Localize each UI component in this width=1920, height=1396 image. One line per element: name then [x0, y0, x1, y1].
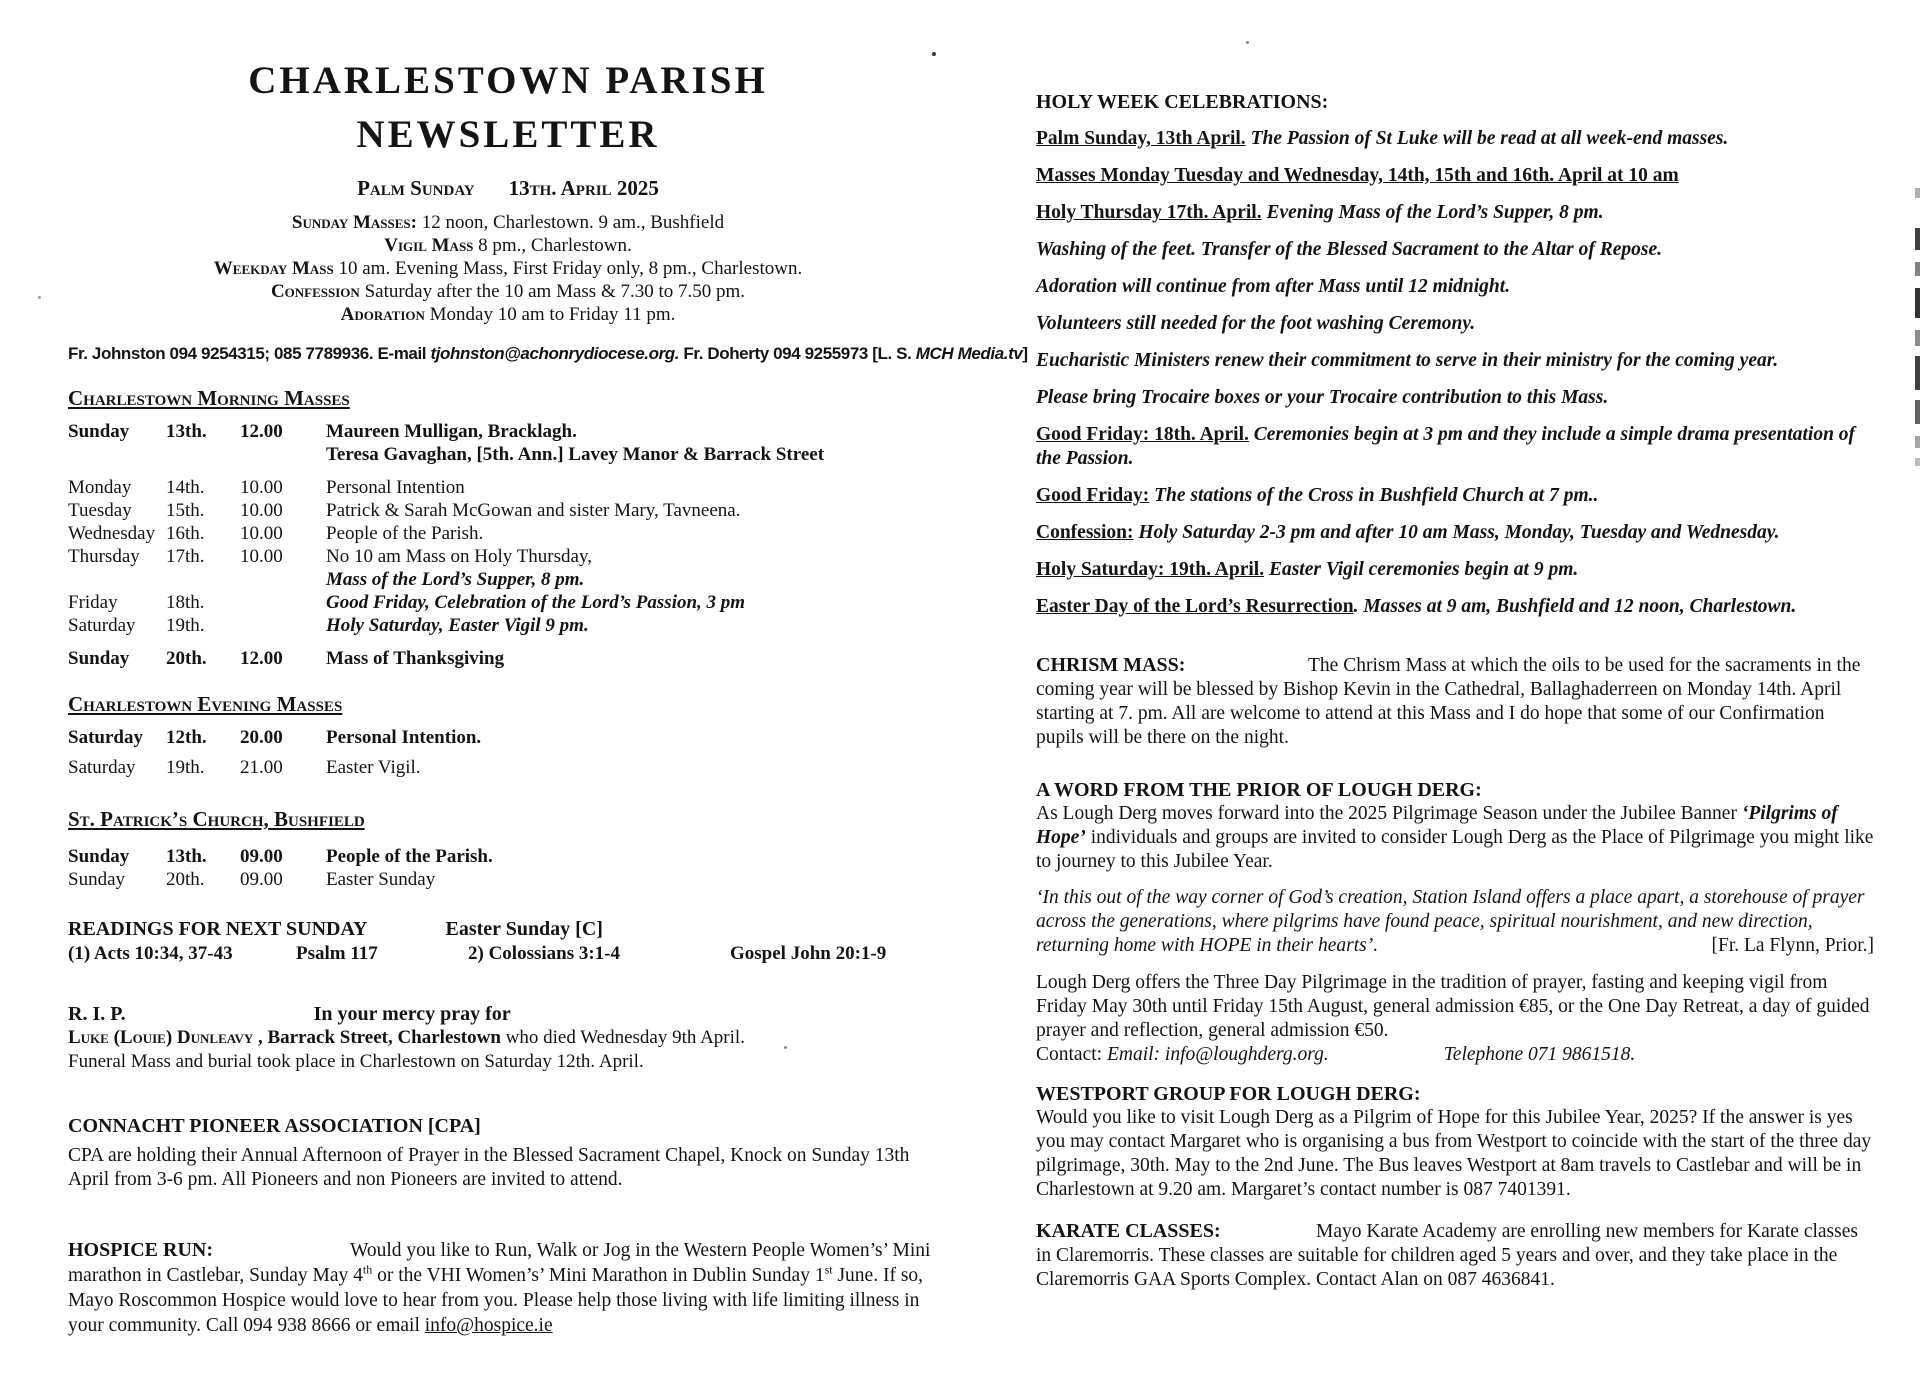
mass-date	[166, 443, 240, 466]
mass-time-label: Adoration	[340, 304, 425, 325]
karate-heading: KARATE CLASSES:	[1036, 1220, 1221, 1242]
mass-time-text: 12 noon, Charlestown. 9 am., Bushfield	[416, 212, 725, 233]
mass-date: 13th.	[166, 421, 207, 442]
rip-lead: In your mercy pray for	[313, 1003, 511, 1025]
scan-edge-mark	[1915, 330, 1920, 346]
mass-time: 09.00	[240, 846, 283, 867]
item-rest: Ceremonies begin at 3 pm and they include a simple drama presentation of the Passion.	[1036, 424, 1856, 469]
prior-lough-derg-section	[1036, 778, 1874, 1067]
scan-edge-mark	[1915, 356, 1920, 390]
rip-section	[68, 1002, 948, 1074]
item-lead: Masses Monday Tuesday and Wednesday, 14th, 15th and 16th. April at 10 am	[1036, 165, 1679, 186]
prior-quote: ‘In this out of the way corner of God’s creation, Station Island offers a place apart, a storehouse of prayer across the generations, where pilgrims have found peace, spiritual nourishment, and new direction, returning home with HOPE in their hearts’. [Fr. La Flynn, Prior.]	[1036, 887, 1874, 956]
hospice-section	[68, 1238, 948, 1338]
mass-date: 20th.	[166, 869, 205, 890]
rip-heading-row	[68, 1002, 948, 1026]
readings-heading-row	[68, 917, 948, 941]
mass-intention: Easter Vigil.	[326, 757, 421, 778]
mass-intention: Patrick & Sarah McGowan and sister Mary, Tavneena.	[326, 500, 741, 521]
mass-row	[68, 545, 948, 568]
mass-time: 21.00	[240, 757, 283, 778]
item-lead: Palm Sunday, 13th April.	[1036, 128, 1246, 149]
mass-day: Sunday	[68, 869, 125, 890]
mass-row	[68, 568, 948, 591]
reading-item: Gospel John 20:1-9	[730, 943, 887, 964]
westport-section	[1036, 1082, 1874, 1202]
mass-intention: Teresa Gavaghan, [5th. Ann.] Lavey Manor & Barrack Street	[326, 444, 825, 465]
holy-week-item	[1036, 349, 1874, 373]
scan-edge-mark	[1915, 400, 1920, 424]
westport-heading: WESTPORT GROUP FOR LOUGH DERG:	[1036, 1083, 1421, 1105]
mass-day: Saturday	[68, 615, 136, 636]
item-rest: Eucharistic Ministers renew their commitment to serve in their ministry for the coming year.	[1036, 350, 1779, 371]
mass-date: 19th.	[166, 757, 205, 778]
section-heading-evening-masses: Charlestown Evening Masses	[68, 692, 343, 716]
prior-heading: A WORD FROM THE PRIOR OF LOUGH DERG:	[1036, 779, 1482, 801]
page-title-line1: CHARLESTOWN PARISH	[248, 59, 768, 102]
mass-time-label: Sunday Masses:	[291, 212, 417, 233]
mass-time-label: Weekday Mass	[213, 258, 334, 279]
mass-row	[68, 845, 948, 868]
mass-day: Monday	[68, 477, 132, 498]
mass-time: 12.00	[240, 421, 283, 442]
karate-body: Mayo Karate Academy are enrolling new members for Karate classes in Claremorris. These classes are suitable for children aged 5 years and over, and they take place in the Claremorris GAA Sports Complex. Contact Alan on 087 4636841.	[1036, 1221, 1858, 1290]
chrism-mass-section	[1036, 653, 1874, 750]
mass-time: 10.00	[240, 523, 283, 544]
scan-edge-mark	[1915, 458, 1920, 466]
mass-date: 18th.	[166, 592, 205, 613]
item-lead: Confession:	[1036, 522, 1134, 543]
item-rest: Easter Vigil ceremonies begin at 9 pm.	[1264, 559, 1579, 580]
mass-row	[68, 726, 948, 749]
mass-row	[68, 647, 948, 670]
holy-week-item	[1036, 238, 1874, 262]
mass-time-line	[68, 211, 948, 234]
mass-time-text: 8 pm., Charlestown.	[473, 235, 632, 256]
karate-section	[1036, 1219, 1874, 1292]
mass-row	[68, 443, 948, 466]
mass-intention: People of the Parish.	[326, 523, 484, 544]
mass-intention: Personal Intention.	[326, 727, 482, 748]
hospice-heading: HOSPICE RUN:	[68, 1239, 214, 1261]
item-lead: Good Friday: 18th. April.	[1036, 424, 1249, 445]
mass-row	[68, 614, 948, 637]
mass-row	[68, 868, 948, 891]
mass-row	[68, 756, 948, 779]
section-heading-bushfield: St. Patrick’s Church, Bushfield	[68, 807, 365, 831]
mass-intention: No 10 am Mass on Holy Thursday,	[326, 546, 592, 567]
reading-item: (1) Acts 10:34, 37-43	[68, 943, 233, 964]
mass-day: Saturday	[68, 727, 143, 748]
mass-time	[240, 614, 326, 637]
mass-date: 16th.	[166, 523, 205, 544]
chrism-heading: CHRISM MASS:	[1036, 654, 1186, 676]
mass-time-text: Monday 10 am to Friday 11 pm.	[424, 304, 676, 325]
holy-week-item	[1036, 275, 1874, 299]
mass-time-text: Saturday after the 10 am Mass & 7.30 to 7.50 pm.	[359, 281, 746, 302]
chrism-body: The Chrism Mass at which the oils to be used for the sacraments in the coming year will be blessed by Bishop Kevin in the Cathedral, Ballaghaderreen on Monday 14th. April starting at 7. pm. All are welcome to attend at this Mass and I do hope that some of our Confirmation pupils will be there on the night.	[1036, 655, 1861, 748]
mass-intention: Mass of the Lord’s Supper, 8 pm.	[326, 569, 585, 590]
mass-time: 10.00	[240, 500, 283, 521]
mass-time: 12.00	[240, 648, 283, 669]
item-rest: Washing of the feet. Transfer of the Blessed Sacrament to the Altar of Repose.	[1036, 239, 1662, 260]
scan-speck	[784, 1046, 787, 1049]
holy-week-item	[1036, 484, 1874, 508]
mass-row	[68, 591, 948, 614]
mass-intention: Holy Saturday, Easter Vigil 9 pm.	[326, 615, 589, 636]
item-rest: Adoration will continue from after Mass until 12 midnight.	[1036, 276, 1511, 297]
readings-heading: READINGS FOR NEXT SUNDAY	[68, 918, 368, 940]
mass-day	[68, 568, 166, 591]
readings-items	[68, 941, 948, 966]
scan-speck	[1246, 41, 1249, 44]
readings-cycle: Easter Sunday [C]	[445, 918, 603, 940]
holy-week-item	[1036, 201, 1874, 225]
item-rest: The stations of the Cross in Bushfield Church at 7 pm..	[1149, 485, 1599, 506]
item-rest: Volunteers still needed for the foot washing Ceremony.	[1036, 313, 1476, 334]
mass-time	[240, 591, 326, 614]
holy-week-item	[1036, 558, 1874, 582]
mass-time-line	[68, 234, 948, 257]
holy-week-item	[1036, 386, 1874, 410]
mass-time	[240, 568, 326, 591]
mass-day	[68, 443, 166, 466]
evening-masses-table	[68, 726, 948, 779]
mass-time: 10.00	[240, 546, 283, 567]
item-rest: The Passion of St Luke will be read at all week-end masses.	[1245, 128, 1729, 149]
cpa-body: CPA are holding their Annual Afternoon of Prayer in the Blessed Sacrament Chapel, Knock on Sunday 13th April from 3-6 pm. All Pioneers and non Pioneers are invited to attend.	[68, 1145, 910, 1190]
mass-time-line	[68, 280, 948, 303]
scan-edge-mark	[1915, 188, 1920, 198]
item-lead: Holy Thursday 17th. April.	[1036, 202, 1262, 223]
left-column	[68, 58, 1028, 1338]
holy-week-item	[1036, 423, 1874, 471]
mass-day: Sunday	[68, 421, 130, 442]
mass-row	[68, 499, 948, 522]
section-heading-morning-masses: Charlestown Morning Masses	[68, 386, 350, 410]
rip-line1: Luke (Louie) Dunleavy , Barrack Street, Charlestown who died Wednesday 9th April.	[68, 1027, 745, 1048]
item-lead: Good Friday:	[1036, 485, 1150, 506]
bushfield-masses-table	[68, 845, 948, 891]
page-title-line2: NEWSLETTER	[356, 113, 660, 156]
holy-week-item	[1036, 164, 1874, 188]
mass-date: 12th.	[166, 727, 207, 748]
mass-date: 13th.	[166, 846, 207, 867]
item-lead: Holy Saturday: 19th. April.	[1036, 559, 1265, 580]
prior-para2: Lough Derg offers the Three Day Pilgrimage in the tradition of prayer, fasting and keeping vigil from Friday May 30th until Friday 15th August, general admission €85, or the One Day Retreat, a day of guided prayer and reflection, general admission €50.	[1036, 972, 1870, 1041]
mass-intention: Personal Intention	[326, 477, 465, 498]
mass-date: 17th.	[166, 546, 205, 567]
rip-line2: Funeral Mass and burial took place in Charlestown on Saturday 12th. April.	[68, 1051, 644, 1072]
mass-row	[68, 522, 948, 545]
mass-time-label: Vigil Mass	[384, 235, 474, 256]
mass-time-line	[68, 257, 948, 280]
mass-time: 10.00	[240, 477, 283, 498]
mass-day: Tuesday	[68, 500, 132, 521]
mass-times-block	[68, 211, 948, 326]
mass-day: Thursday	[68, 546, 140, 567]
mass-day: Saturday	[68, 757, 136, 778]
issue-date: 13th. April 2025	[508, 176, 659, 200]
mass-date: 19th.	[166, 615, 205, 636]
mass-day: Sunday	[68, 648, 130, 669]
rip-label: R. I. P.	[68, 1003, 126, 1025]
item-rest: Evening Mass of the Lord’s Supper, 8 pm.	[1261, 202, 1604, 223]
reading-item: Psalm 117	[296, 943, 378, 964]
mass-row	[68, 420, 948, 443]
mass-date: 20th.	[166, 648, 207, 669]
holy-week-item	[1036, 127, 1874, 151]
mass-time-text: 10 am. Evening Mass, First Friday only, 8 pm., Charlestown.	[333, 258, 803, 279]
mass-intention: Mass of Thanksgiving	[326, 648, 505, 669]
right-column	[1036, 90, 1874, 1292]
prior-body: As Lough Derg moves forward into the 2025 Pilgrimage Season under the Jubilee Banner ‘Pilgrims of Hope’ individuals and groups are invited to consider Lough Derg as the Place of Pilgrimage you might like to journey to this Jubilee Year.	[1036, 803, 1874, 872]
mass-day: Wednesday	[68, 523, 156, 544]
mass-day: Friday	[68, 592, 118, 613]
mass-intention: Easter Sunday	[326, 869, 436, 890]
holy-week-item	[1036, 312, 1874, 336]
readings-section	[68, 917, 948, 966]
cpa-section	[68, 1114, 948, 1192]
mass-time: 09.00	[240, 869, 283, 890]
mass-date: 15th.	[166, 500, 205, 521]
mass-time	[240, 443, 326, 466]
mass-intention: Good Friday, Celebration of the Lord’s Passion, 3 pm	[326, 592, 746, 613]
item-lead: Easter Day of the Lord’s Resurrection	[1036, 596, 1354, 617]
mass-time: 20.00	[240, 727, 283, 748]
scan-edge-mark	[1915, 436, 1920, 448]
prior-contact-line: Contact: Email: info@loughderg.org. Telephone 071 9861518.	[1036, 1044, 1636, 1065]
scan-speck	[932, 52, 936, 56]
morning-masses-table	[68, 420, 948, 670]
item-rest: Holy Saturday 2-3 pm and after 10 am Mass, Monday, Tuesday and Wednesday.	[1133, 522, 1780, 543]
reading-item: 2) Colossians 3:1-4	[468, 943, 621, 964]
holy-week-item	[1036, 521, 1874, 545]
issue-day: Palm Sunday	[357, 176, 475, 200]
mass-intention: People of the Parish.	[326, 846, 493, 867]
mass-time-line	[68, 303, 948, 326]
hospice-body: Would you like to Run, Walk or Jog in the Western People Women’s’ Mini marathon in Castlebar, Sunday May 4th or the VHI Women’s’ Mini Marathon in Dublin Sunday 1st June. If so, Mayo Roscommon Hospice would love to hear from you. Please help those living with life limiting illness in your community. Call 094 938 8666 or email info@hospice.ie	[68, 1240, 931, 1336]
mass-time-label: Confession	[270, 281, 360, 302]
mass-day: Sunday	[68, 846, 130, 867]
scan-speck	[38, 296, 41, 299]
item-rest: . Masses at 9 am, Bushfield and 12 noon, Charlestown.	[1353, 596, 1797, 617]
issue-line	[68, 176, 948, 201]
westport-body: Would you like to visit Lough Derg as a Pilgrim of Hope for this Jubilee Year, 2025? If the answer is yes you may contact Margaret who is organising a bus from Westport to coincide with the start of the three day pilgrimage, 30th. May to the 2nd June. The Bus leaves Westport at 8am travels to Castlebar and will be in Charlestown at 9.20 am. Margaret’s contact number is 087 7401391.	[1036, 1107, 1872, 1200]
mass-intention: Maureen Mulligan, Bracklagh.	[326, 421, 577, 442]
mass-date: 14th.	[166, 477, 205, 498]
cpa-heading: CONNACHT PIONEER ASSOCIATION [CPA]	[68, 1115, 481, 1137]
mass-row	[68, 476, 948, 499]
item-rest: Please bring Trocaire boxes or your Trocaire contribution to this Mass.	[1036, 387, 1609, 408]
scan-edge-mark	[1915, 262, 1920, 276]
holy-week-heading: HOLY WEEK CELEBRATIONS:	[1036, 91, 1329, 113]
mass-date	[166, 568, 240, 591]
priest-contact-line: Fr. Johnston 094 9254315; 085 7789936. E-mail tjohnston@achonrydiocese.org. Fr. Doherty 094 9255973 [L. S. MCH Media.tv]	[68, 344, 1028, 363]
scan-edge-mark	[1915, 228, 1920, 250]
holy-week-item	[1036, 595, 1874, 619]
scan-edge-mark	[1915, 288, 1920, 318]
